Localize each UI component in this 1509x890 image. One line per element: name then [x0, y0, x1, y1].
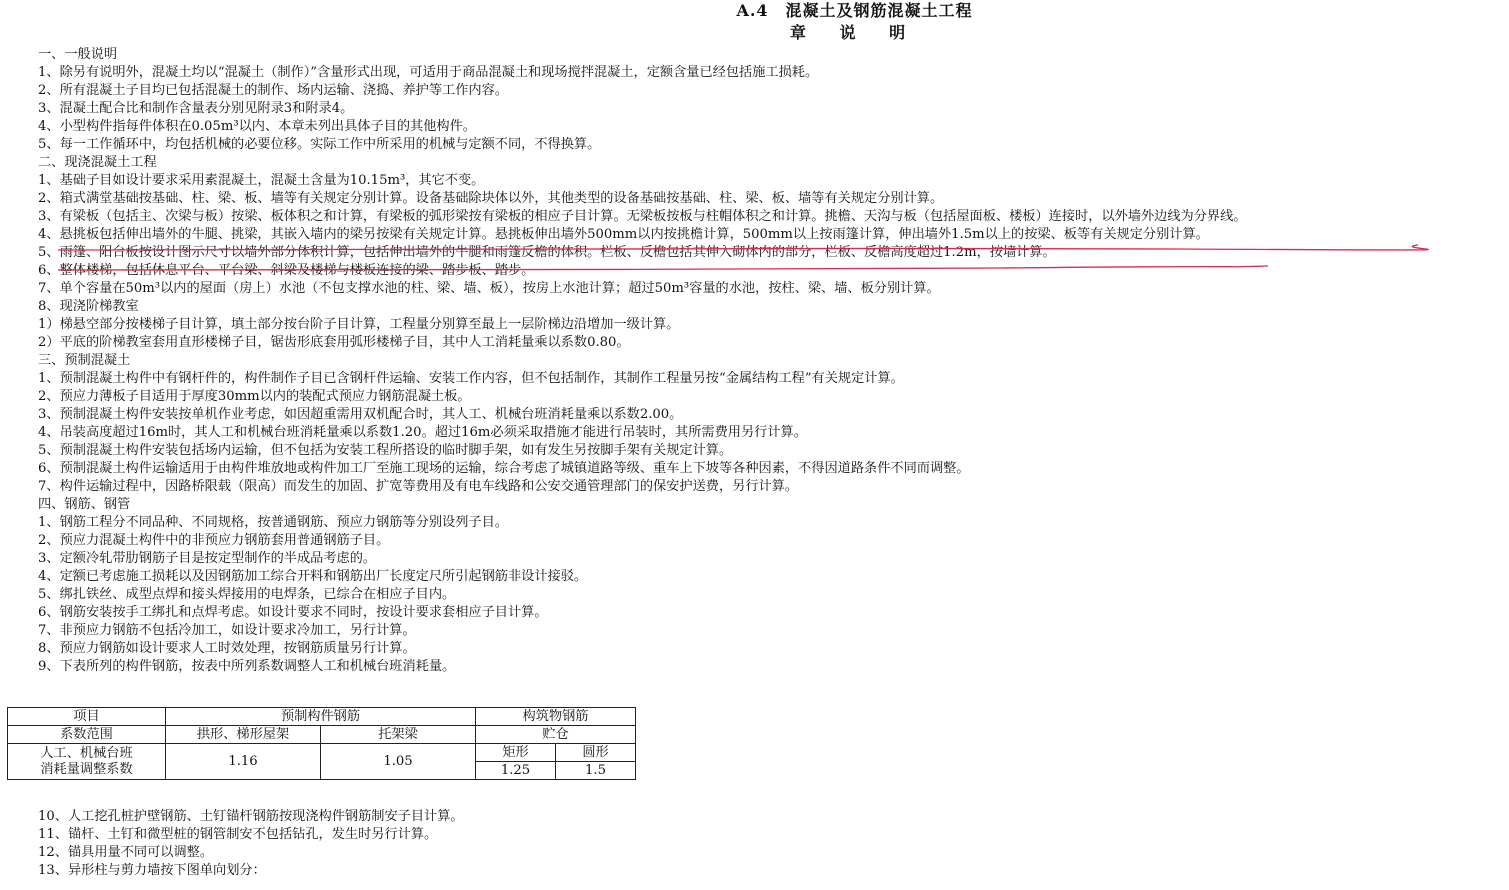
text-line-32: 6、钢筋安装按手工绑扎和点焊考虑。如设计要求不同时，按设计要求套相应子目计算。	[38, 605, 548, 620]
text-line-26: 四、钢筋、钢管	[38, 497, 131, 512]
table-header-truss: 托架梁	[321, 726, 476, 744]
chapter-subtitle: 章 说 明	[789, 23, 920, 42]
bottom-text-line-3: 12、锚具用量不同可以调整。	[38, 845, 214, 860]
bottom-text-line-1: 10、人工挖孔桩护壁钢筋、土钉锚杆钢筋按现浇构件钢筋制安子目计算。	[38, 809, 464, 824]
text-line-28: 2、预应力混凝土构件中的非预应力钢筋套用普通钢筋子目。	[38, 533, 390, 548]
text-line-25: 7、构件运输过程中，因路桥限载（限高）而发生的加固、扩宽等费用及有电车线路和公安交通管理部门的保安护送费，另行计算。	[38, 479, 799, 494]
table-row-label	[8, 744, 166, 780]
table-header-range: 系数范围	[8, 726, 166, 744]
text-line-22: 4、吊装高度超过16m时，其人工和机械台班消耗量乘以系数1.20。超过16m必须采取措施才能进行吊装时，其所需费用另行计算。	[38, 425, 807, 440]
table-header-arch: 拱形、梯形屋架	[166, 726, 321, 744]
text-line-1: 一、一般说明	[38, 47, 118, 62]
body-text-bottom	[38, 808, 1503, 880]
table-row-label-2: 消耗量调整系数	[40, 761, 133, 777]
text-line-8: 1、基础子目如设计要求采用素混凝土，混凝土含量为10.15m³，其它不变。	[38, 173, 485, 188]
table-header-round: 圆形	[556, 744, 636, 762]
table-header-structure: 构筑物钢筋	[476, 708, 636, 726]
text-line-18: 三、预制混凝土	[38, 353, 131, 368]
table-cell-truss: 1.05	[321, 744, 476, 780]
text-line-35: 9、下表所列的构件钢筋，按表中所列系数调整人工和机械台班消耗量。	[38, 659, 456, 674]
text-line-15: 8、现浇阶梯教室	[38, 299, 139, 314]
bottom-text-line-4: 13、异形柱与剪力墙按下图单向划分：	[38, 863, 266, 878]
text-line-17: 2）平底的阶梯教室套用直形楼梯子目，锯齿形底套用弧形楼梯子目，其中人工消耗量乘以系数0.80。	[38, 335, 630, 350]
text-line-2: 1、除另有说明外，混凝土均以“混凝土（制作）”含量形式出现，可适用于商品混凝土和现场搅拌混凝土，定额含量已经包括施工损耗。	[38, 65, 819, 80]
text-line-4: 3、混凝土配合比和制作含量表分别见附录3和附录4。	[38, 101, 354, 116]
text-line-33: 7、非预应力钢筋不包括冷加工，如设计要求冷加工，另行计算。	[38, 623, 416, 638]
table-row-label-1: 人工、机械台班	[40, 745, 133, 761]
table-cell-arch: 1.16	[166, 744, 321, 780]
chapter-title: A.4 混凝土及钢筋混凝土工程	[736, 1, 973, 20]
bottom-text-line-2: 11、锚杆、土钉和微型桩的钢管制安不包括钻孔，发生时另行计算。	[38, 827, 438, 842]
text-line-3: 2、所有混凝土子目均已包括混凝土的制作、场内运输、浇捣、养护等工作内容。	[38, 83, 508, 98]
text-line-13: 6、整体楼梯，包括休息平台、平台梁、斜梁及楼梯与楼板连接的梁、踏步板、踏步。	[38, 263, 535, 278]
table-header-rect: 矩形	[476, 744, 556, 762]
text-line-27: 1、钢筋工程分不同品种、不同规格，按普通钢筋、预应力钢筋等分别设列子目。	[38, 515, 508, 530]
text-line-10: 3、有梁板（包括主、次梁与板）按梁、板体积之和计算，有梁板的弧形梁按有梁板的相应子目计算。无梁板按板与柱帽体积之和计算。挑檐、天沟与板（包括屋面板、楼板）连接时，以外墙外边线为分界线。	[38, 209, 1247, 224]
text-line-23: 5、预制混凝土构件安装包括场内运输，但不包括为安装工程所搭设的临时脚手架，如有发生另按脚手架有关规定计算。	[38, 443, 733, 458]
text-line-11: 4、悬挑板包括伸出墙外的牛腿、挑梁，其嵌入墙内的梁另按梁有关规定计算。悬挑板伸出墙外500mm以内按挑檐计算，500mm以上按雨篷计算，伸出墙外1.5m以上的按梁、板等有关规定分别计算。	[38, 227, 1209, 242]
text-line-21: 3、预制混凝土构件安装按单机作业考虑，如因超重需用双机配合时，其人工、机械台班消耗量乘以系数2.00。	[38, 407, 683, 422]
text-line-19: 1、预制混凝土构件中有钢杆件的，构件制作子目已含钢杆件运输、安装工作内容，但不包括制作，其制作工程量另按“金属结构工程”有关规定计算。	[38, 371, 904, 386]
text-line-24: 6、预制混凝土构件运输适用于由构件堆放地或构件加工厂至施工现场的运输，综合考虑了城镇道路等级、重车上下坡等各种因素，不得因道路条件不同而调整。	[38, 461, 970, 476]
text-line-12: 5、雨篷、阳台板按设计图示尺寸以墙外部分体积计算，包括伸出墙外的牛腿和雨篷反檐的体积。栏板、反檐包括其伸入砌体内的部分，栏板、反檐高度超过1.2m，按墙计算。	[38, 245, 1056, 260]
text-line-31: 5、绑扎铁丝、成型点焊和接头焊接用的电焊条，已综合在相应子目内。	[38, 587, 456, 602]
table-header-item: 项目	[8, 708, 166, 726]
text-line-20: 2、预应力薄板子目适用于厚度30mm以内的装配式预应力钢筋混凝土板。	[38, 389, 471, 404]
text-line-7: 二、现浇混凝土工程	[38, 155, 157, 170]
table-cell-rect: 1.25	[476, 762, 556, 780]
text-line-30: 4、定额已考虑施工损耗以及因钢筋加工综合开料和钢筋出厂长度定尺所引起钢筋非设计接驳。	[38, 569, 588, 584]
text-line-34: 8、预应力钢筋如设计要求人工时效处理，按钢筋质量另行计算。	[38, 641, 416, 656]
table-header-silo: 贮仓	[476, 726, 636, 744]
table-header-precast: 预制构件钢筋	[166, 708, 476, 726]
text-line-16: 1）梯悬空部分按楼梯子目计算，填土部分按台阶子目计算，工程量分别算至最上一层阶梯边沿增加一级计算。	[38, 317, 680, 332]
text-line-14: 7、单个容量在50m³以内的屋面（房上）水池（不包支撑水池的柱、梁、墙、板），按房上水池计算；超过50m³容量的水池，按柱、梁、墙、板分别计算。	[38, 281, 940, 296]
table-cell-round: 1.5	[556, 762, 636, 780]
text-line-29: 3、定额冷轧带肋钢筋子目是按定型制作的半成品考虑的。	[38, 551, 377, 566]
text-line-6: 5、每一工作循环中，均包括机械的必要位移。实际工作中所采用的机械与定额不同，不得换算。	[38, 137, 601, 152]
text-line-5: 4、小型构件指每件体积在0.05m³以内、本章未列出具体子目的其他构件。	[38, 119, 476, 134]
text-line-9: 2、箱式满堂基础按基础、柱、梁、板、墙等有关规定分别计算。设备基础除块体以外，其他类型的设备基础按基础、柱、梁、板、墙等有关规定分别计算。	[38, 191, 944, 206]
coefficient-table	[7, 707, 636, 780]
body-text	[38, 46, 1503, 676]
